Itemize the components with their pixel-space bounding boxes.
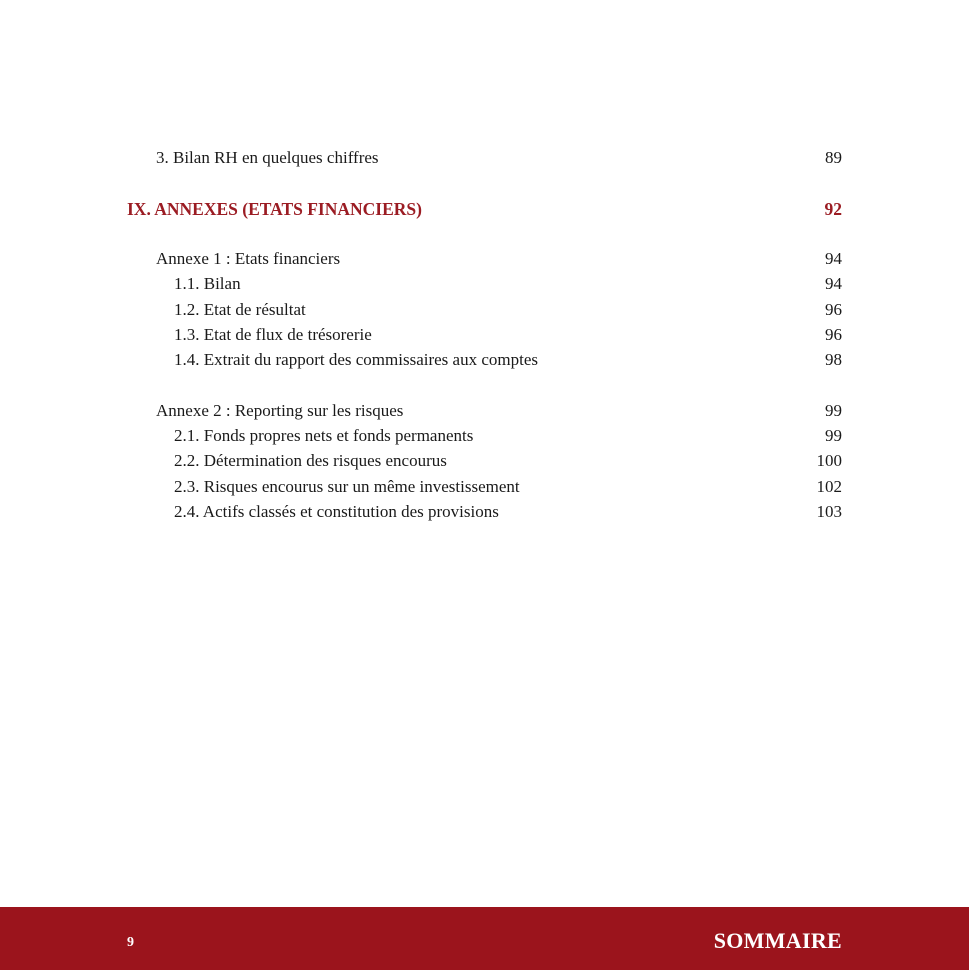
toc-entry-label: 1.4. Extrait du rapport des commissaires aux comptes: [174, 350, 538, 369]
toc-entry-label: 1.2. Etat de résultat: [174, 300, 306, 319]
footer-title: SOMMAIRE: [713, 928, 842, 953]
toc-entry-annexe-1[interactable]: [0, 247, 969, 271]
toc-subentry-1-4[interactable]: [0, 348, 969, 372]
toc-entry-label: 2.1. Fonds propres nets et fonds permanents: [174, 426, 474, 445]
toc-entry-bilan-rh[interactable]: [0, 146, 969, 170]
toc-subentry-2-2[interactable]: [0, 449, 969, 473]
toc-entry-label: Annexe 2 : Reporting sur les risques: [156, 401, 404, 420]
toc-subentry-2-1[interactable]: [0, 424, 969, 448]
toc-entry-label: Annexe 1 : Etats financiers: [156, 249, 341, 268]
toc-entry-page: 98: [825, 350, 842, 369]
toc-entry-page: 99: [825, 426, 842, 445]
toc-section-annexes[interactable]: [0, 197, 969, 221]
toc-entry-label: 3. Bilan RH en quelques chiffres: [156, 148, 379, 167]
toc-entry-page: 94: [825, 249, 842, 268]
toc-entry-label: 2.2. Détermination des risques encourus: [174, 451, 447, 470]
toc-subentry-1-2[interactable]: [0, 298, 969, 322]
toc-subentry-1-3[interactable]: [0, 323, 969, 347]
toc-entry-annexe-2[interactable]: [0, 399, 969, 423]
toc-subentry-1-1[interactable]: [0, 272, 969, 296]
toc-entry-page: 89: [825, 148, 842, 167]
toc-entry-page: 103: [816, 502, 842, 521]
toc-subentry-2-4[interactable]: [0, 500, 969, 524]
toc-entry-page: 102: [816, 477, 842, 496]
toc-entry-label: 1.1. Bilan: [174, 274, 241, 293]
toc-section-page: 92: [824, 199, 842, 219]
toc-entry-label: 2.3. Risques encourus sur un même investissement: [174, 477, 520, 496]
toc-entry-label: 1.3. Etat de flux de trésorerie: [174, 325, 372, 344]
footer-page-number: 9: [127, 935, 134, 950]
toc-entry-page: 99: [825, 401, 842, 420]
toc-entry-page: 96: [825, 300, 842, 319]
toc-entry-page: 96: [825, 325, 842, 344]
toc-subentry-2-3[interactable]: [0, 475, 969, 499]
toc-entry-page: 100: [816, 451, 842, 470]
toc-entry-label: 2.4. Actifs classés et constitution des provisions: [174, 502, 499, 521]
toc-entry-page: 94: [825, 274, 842, 293]
footer-bar: [0, 907, 969, 970]
toc-section-label: IX. ANNEXES (ETATS FINANCIERS): [127, 199, 422, 219]
